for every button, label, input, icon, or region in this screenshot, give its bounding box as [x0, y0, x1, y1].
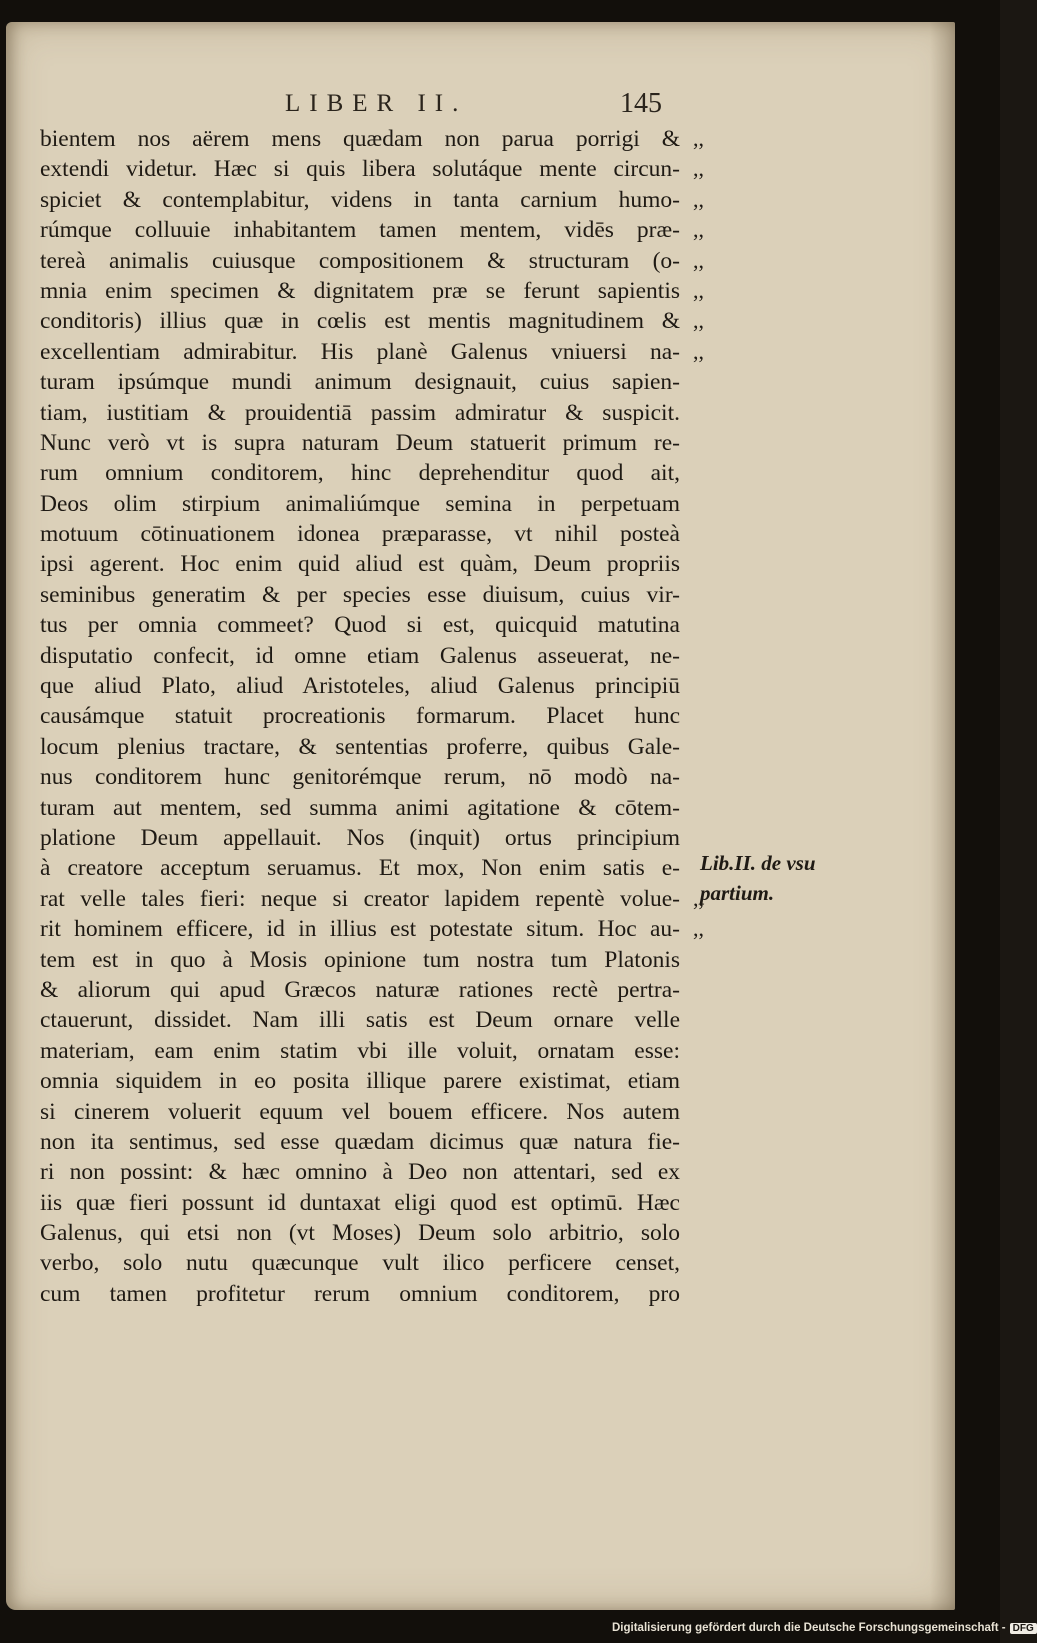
text-line: mnia enim specimen & dignitatem præ se ferunt sapientis: [40, 277, 680, 304]
text-line: non ita sentimus, sed esse quædam dicimus quæ natura fie-: [40, 1128, 680, 1155]
text-line: rum omnium conditorem, hinc deprehenditur quod ait,: [40, 460, 680, 487]
text-line: tiam, iustitiam & prouidentiā passim admiratur & suspicit.: [40, 399, 680, 426]
text-line: ri non possint: & hæc omnino à Deo non attentari, sed ex: [40, 1159, 680, 1186]
text-line: turam ipsúmque mundi animum designauit, cuius sapien-: [40, 369, 680, 396]
text-line: & aliorum qui apud Græcos naturæ rationes rectè pertra-: [40, 976, 680, 1003]
text-line: ctauerunt, dissidet. Nam illi satis est Deum ornare velle: [40, 1007, 680, 1034]
text-line: rit hominem efficere, id in illius est potestate situm. Hoc au-: [40, 916, 680, 943]
text-line: materiam, eam enim statim vbi ille voluit, ornatam esse:: [40, 1037, 680, 1064]
quote-mark: ,,: [693, 247, 704, 273]
quote-mark: ,,: [693, 186, 704, 212]
text-line: si cinerem voluerit equum vel bouem efficere. Nos autem: [40, 1098, 680, 1125]
text-line: cum tamen profitetur rerum omnium conditorem, pro: [40, 1280, 680, 1307]
quote-mark: ,,: [693, 338, 704, 364]
quote-mark: ,,: [693, 916, 704, 942]
margin-note-line: partium.: [700, 881, 775, 905]
text-line: motuum cōtinuationem idonea præparasse, vt nihil posteà: [40, 521, 680, 548]
margin-note: [700, 848, 816, 908]
text-line: omnia siquidem in eo posita illique parere existimat, etiam: [40, 1068, 680, 1095]
text-line: rat velle tales fieri: neque si creator lapidem repentè volue-: [40, 885, 680, 912]
text-line: verbo, solo nutu quæcunque vult ilico perficere censet,: [40, 1250, 680, 1277]
quote-mark: ,,: [693, 126, 704, 151]
text-line: tus per omnia commeet? Quod si est, quicquid matutina: [40, 612, 680, 639]
quote-mark: ,,: [693, 886, 704, 911]
text-line: conditoris) illius quæ in cœlis est mentis magnitudinem &: [40, 308, 680, 335]
text-line: ipsi agerent. Hoc enim quid aliud est quàm, Deum propriis: [40, 551, 680, 578]
text-line: Galenus, qui etsi non (vt Moses) Deum solo arbitrio, solo: [40, 1220, 680, 1247]
dfg-logo: DFG: [1010, 1623, 1037, 1634]
text-line: Nunc verò vt is supra naturam Deum statuerit primum re-: [40, 429, 680, 456]
digitization-credit: [612, 1622, 1037, 1634]
quote-mark: ,,: [693, 217, 704, 243]
quote-mark: ,,: [693, 308, 704, 334]
credit-text: Digitalisierung gefördert durch die Deutsche Forschungsgemeinschaft -: [612, 1622, 1006, 1634]
text-line: spiciet & contemplabitur, videns in tanta carnium humo-: [40, 186, 680, 213]
text-line: disputatio confecit, id omne etiam Galenus asseuerat, ne-: [40, 642, 680, 669]
body-text: [40, 124, 680, 1309]
text-line: que aliud Plato, aliud Aristoteles, aliud Galenus principiū: [40, 673, 680, 700]
text-line: platione Deum appellauit. Nos (inquit) ortus principium: [40, 824, 680, 851]
text-line: causámque statuit procreationis formarum. Placet hunc: [40, 703, 680, 730]
text-line: locum plenius tractare, & sententias proferre, quibus Gale-: [40, 733, 680, 760]
text-line: rúmque colluuie inhabitantem tamen mentem, vidēs præ-: [40, 217, 680, 244]
text-line: excellentiam admirabitur. His planè Galenus vniuersi na-: [40, 338, 680, 365]
text-line: nus conditorem hunc genitorémque rerum, nō modò na-: [40, 764, 680, 791]
quote-mark: ,,: [693, 156, 704, 182]
text-line: turam aut mentem, sed summa animi agitatione & cōtem-: [40, 794, 680, 821]
text-line: iis quæ fieri possunt id duntaxat eligi quod est optimū. Hæc: [40, 1189, 680, 1216]
text-line: à creatore acceptum seruamus. Et mox, Non enim satis e-: [40, 855, 680, 882]
text-line: seminibus generatim & per species esse diuisum, cuius vir-: [40, 581, 680, 608]
text-line: tereà animalis cuiusque compositionem & structuram (o-: [40, 247, 680, 274]
page-number: 145: [620, 88, 662, 119]
text-line: Deos olim stirpium animaliúmque semina in perpetuam: [40, 490, 680, 517]
text-line: extendi videtur. Hæc si quis libera solutáque mente circun-: [40, 156, 680, 183]
quote-mark: ,,: [693, 278, 704, 303]
text-line: tem est in quo à Mosis opinione tum nostra tum Platonis: [40, 946, 680, 973]
running-head: LIBER II.: [285, 90, 468, 117]
margin-note-line: Lib.II. de vsu: [700, 851, 816, 875]
page-fold-shadow: [930, 22, 955, 1610]
text-line: bientem nos aërem mens quædam non parua porrigi &: [40, 126, 680, 152]
